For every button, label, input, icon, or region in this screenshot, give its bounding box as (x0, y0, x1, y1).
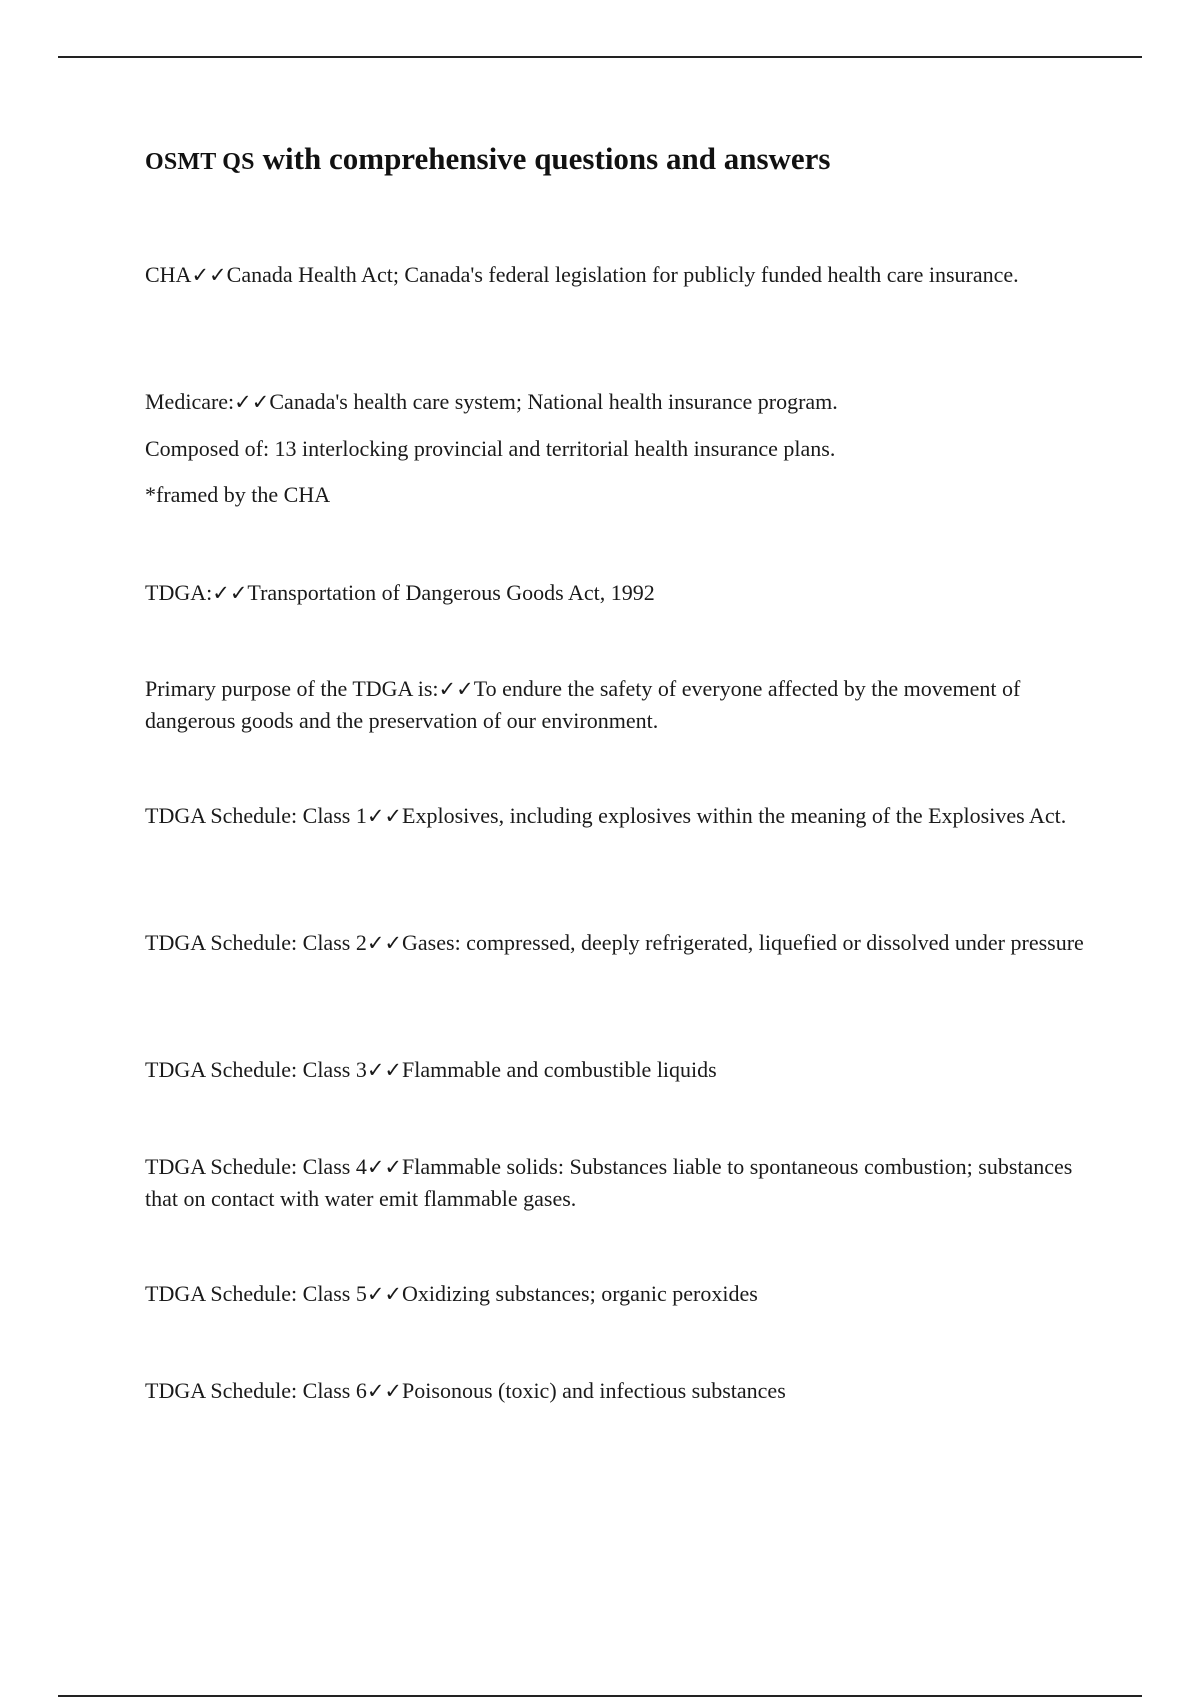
entry-definition: To endure the safety of everyone affected by the movement of dangerous goods and the preservation of our environment. (145, 676, 1021, 733)
qa-entry-class-2 (145, 927, 1095, 959)
entry-term: TDGA Schedule: Class 5 (145, 1281, 367, 1306)
entry-term: TDGA Schedule: Class 3 (145, 1057, 367, 1082)
entry-definition: Canada's health care system; National health insurance program. (269, 389, 838, 414)
double-check-icon: ✓✓ (366, 1155, 403, 1179)
entry-term: TDGA Schedule: Class 6 (145, 1378, 367, 1403)
entry-definition: Gases: compressed, deeply refrigerated, liquefied or dissolved under pressure (402, 930, 1084, 955)
double-check-icon: ✓✓ (212, 581, 248, 605)
double-check-icon: ✓✓ (438, 677, 474, 701)
bottom-rule (58, 1695, 1142, 1697)
entry-term: TDGA: (145, 580, 213, 605)
double-check-icon: ✓✓ (234, 390, 270, 414)
double-check-icon: ✓✓ (191, 263, 227, 287)
entry-definition: Transportation of Dangerous Goods Act, 1992 (247, 580, 655, 605)
entry-term: Medicare: (145, 389, 235, 414)
top-rule (58, 56, 1142, 58)
entry-term: TDGA Schedule: Class 2 (145, 930, 367, 955)
qa-entry-cha (145, 259, 1095, 291)
double-check-icon: ✓✓ (366, 804, 403, 828)
qa-entry-tdga (145, 577, 1095, 609)
double-check-icon: ✓✓ (366, 1379, 403, 1403)
document-title (145, 140, 831, 177)
qa-entry-medicare (145, 386, 1095, 510)
double-check-icon: ✓✓ (366, 931, 403, 955)
entry-extra-line: *framed by the CHA (145, 482, 331, 507)
entry-term: Primary purpose of the TDGA is: (145, 676, 439, 701)
entry-definition: Poisonous (toxic) and infectious substances (402, 1378, 786, 1403)
entry-definition: Flammable and combustible liquids (402, 1057, 717, 1082)
double-check-icon: ✓✓ (366, 1282, 403, 1306)
double-check-icon: ✓✓ (366, 1058, 403, 1082)
qa-entry-class-4 (145, 1151, 1095, 1214)
title-main: with comprehensive questions and answers (262, 141, 831, 176)
qa-entry-tdga-purpose (145, 673, 1095, 736)
entry-term: TDGA Schedule: Class 4 (145, 1154, 367, 1179)
entry-definition: Flammable solids: Substances liable to spontaneous combustion; substances that on contact with water emit flammable gases. (145, 1154, 1073, 1211)
entry-term: CHA (145, 262, 192, 287)
entry-term: TDGA Schedule: Class 1 (145, 803, 367, 828)
title-prefix: OSMT QS (145, 149, 255, 175)
entry-definition: Oxidizing substances; organic peroxides (402, 1281, 758, 1306)
qa-entry-class-6 (145, 1375, 1095, 1407)
entry-extra-line: Composed of: 13 interlocking provincial and territorial health insurance plans. (145, 436, 836, 461)
entry-definition: Explosives, including explosives within the meaning of the Explosives Act. (402, 803, 1067, 828)
qa-entry-class-5 (145, 1278, 1095, 1310)
entry-definition: Canada Health Act; Canada's federal legislation for publicly funded health care insurance. (226, 262, 1019, 287)
qa-entry-class-1 (145, 800, 1095, 832)
qa-entry-class-3 (145, 1054, 1095, 1086)
